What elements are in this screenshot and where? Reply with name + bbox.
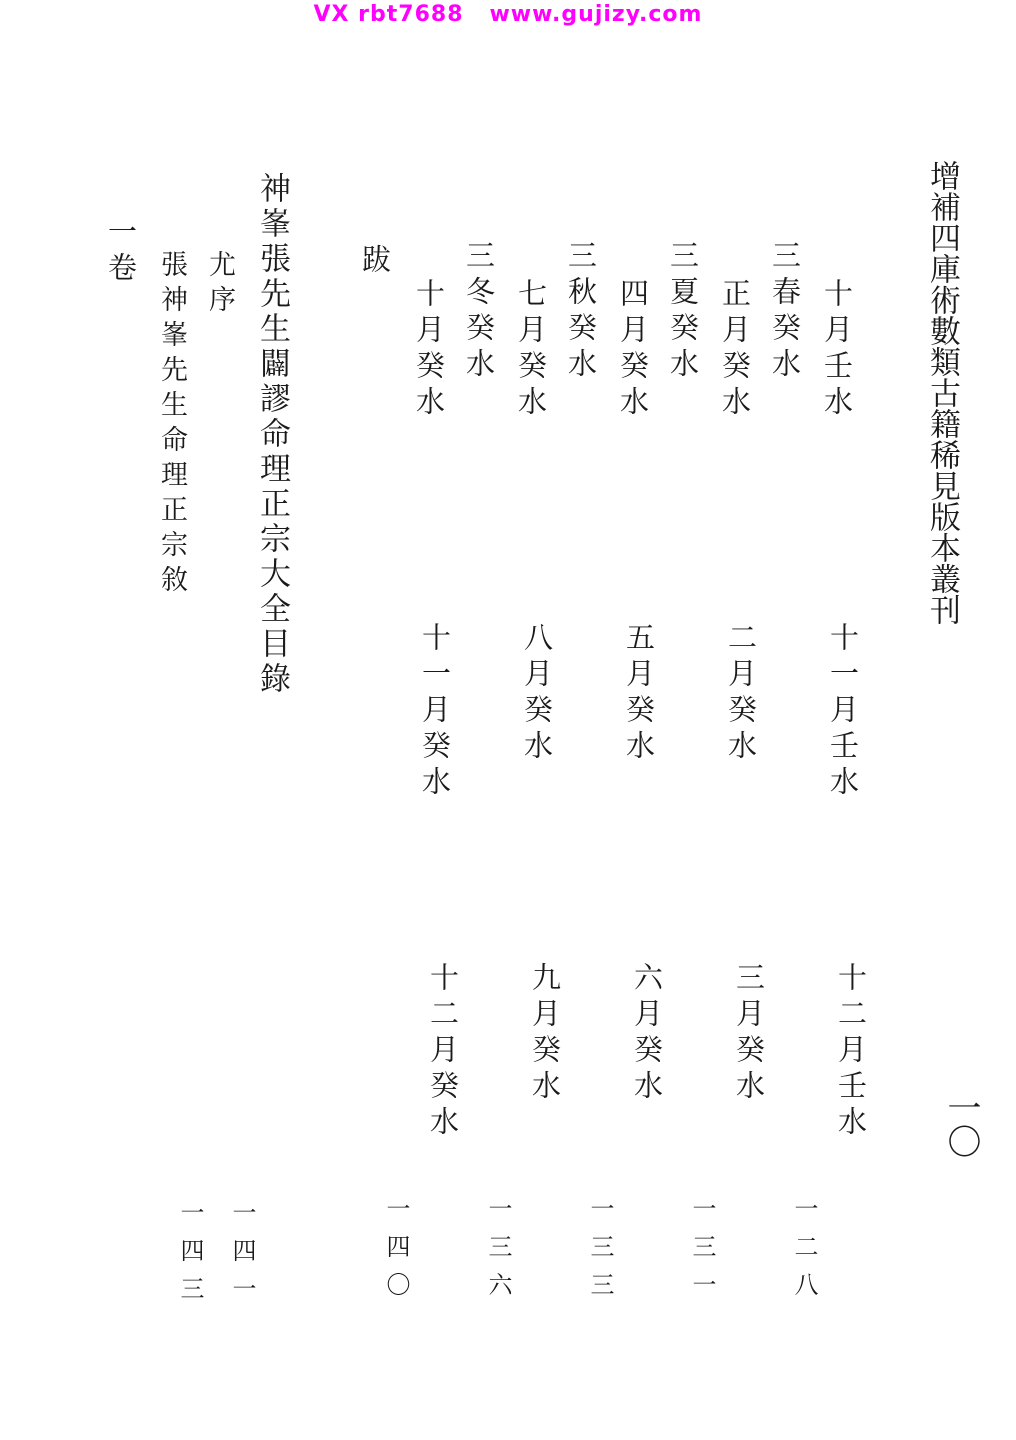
entry-8-gui: 八月癸水 [520, 622, 554, 766]
postscript-label: 跋 [358, 244, 392, 280]
entry-5-gui: 五月癸水 [622, 622, 656, 766]
entry-12-gui: 十二月癸水 [426, 962, 460, 1142]
entry-6-gui: 六月癸水 [630, 962, 664, 1106]
entry-10-gui: 十月癸水 [412, 278, 446, 422]
book-contents-title: 神峯張先生闢謬命理正宗大全目錄 [254, 172, 290, 697]
watermark: VX rbt7688 www.gujizy.com [313, 2, 703, 27]
entry-7-gui: 七月癸水 [514, 278, 548, 422]
entry-10-ren: 十月壬水 [820, 278, 854, 422]
volume-label: 一卷 [104, 216, 138, 288]
entry-3-gui: 三月癸水 [732, 962, 766, 1106]
entry-11-ren: 十一月壬水 [826, 622, 860, 802]
entry-page: 一二八 [790, 1196, 818, 1310]
preface-page: 一四一 [228, 1200, 256, 1314]
entry-4-gui: 四月癸水 [616, 278, 650, 422]
series-title: 增補四庫術數類古籍稀見版本叢刊 [924, 160, 960, 625]
page-number: 一〇 [941, 1090, 981, 1158]
entry-page: 一三一 [688, 1196, 716, 1310]
preface2-page: 一四三 [176, 1200, 204, 1314]
entry-9-gui: 九月癸水 [528, 962, 562, 1106]
entry-11-gui: 十一月癸水 [418, 622, 452, 802]
preface-label: 尤序 [204, 250, 235, 320]
entry-2-gui: 二月癸水 [724, 622, 758, 766]
entry-page: 一三三 [586, 1196, 614, 1310]
section-heading: 三冬癸水 [462, 240, 496, 384]
entry-1-gui: 正月癸水 [718, 278, 752, 422]
entry-page: 一四〇 [382, 1196, 410, 1310]
entry-page: 一三六 [484, 1196, 512, 1310]
entry-12-ren: 十二月壬水 [834, 962, 868, 1142]
section-heading: 三夏癸水 [666, 240, 700, 384]
section-heading: 三春癸水 [768, 240, 802, 384]
preface2-label: 張神峯先生命理正宗敘 [156, 250, 187, 600]
section-heading: 三秋癸水 [564, 240, 598, 384]
